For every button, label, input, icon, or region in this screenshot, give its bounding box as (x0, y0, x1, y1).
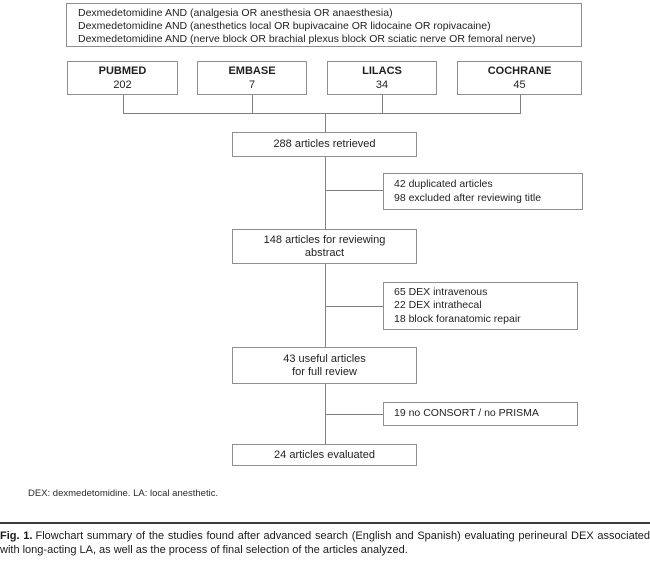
connector-embase-stub (252, 95, 253, 113)
excluded-after-title-box (383, 173, 583, 210)
caption-rule (0, 522, 650, 524)
database-count: 45 (513, 79, 526, 91)
articles-retrieved-box (232, 132, 417, 157)
database-name: PUBMED (98, 65, 147, 77)
excluded-no-consort-box (383, 402, 578, 426)
connector-pubmed-stub (123, 95, 124, 113)
excluded-title-line-2: 98 excluded after reviewing title (394, 191, 542, 204)
search-terms-box (66, 3, 582, 47)
database-box-pubmed (67, 61, 178, 95)
search-term-line-1: Dexmedetomidine AND (analgesia OR anesthesia OR anaesthesia) (78, 7, 393, 19)
review-abstract-box (232, 229, 417, 264)
database-box-embase (197, 61, 307, 95)
connector-branch-excluded-full (325, 414, 383, 415)
connector-collector-line (123, 113, 521, 114)
review-abstract-line-2: abstract (304, 246, 345, 259)
database-name: EMBASE (228, 65, 276, 77)
full-review-line-2: for full review (292, 365, 357, 378)
database-count: 7 (248, 79, 256, 91)
articles-retrieved-text: 288 articles retrieved (273, 138, 376, 150)
excluded-full-line-1: 19 no CONSORT / no PRISMA (394, 407, 539, 420)
search-term-line-2: Dexmedetomidine AND (anesthetics local OR bupivacaine OR lidocaine OR ropivacaine) (78, 20, 491, 32)
database-name: LILACS (362, 65, 402, 77)
connector-retrieved-to-abstract (325, 157, 326, 229)
full-review-line-1: 43 useful articles (283, 352, 366, 365)
caption-label: Fig. 1. (0, 530, 33, 542)
database-count: 34 (375, 79, 389, 91)
connector-center-stub (325, 113, 326, 132)
excluded-abstract-line-1: 65 DEX intravenous (394, 285, 488, 298)
connector-cochrane-stub (520, 95, 521, 113)
database-name: COCHRANE (487, 65, 552, 77)
articles-evaluated-box (232, 444, 417, 466)
figure-caption (0, 530, 650, 557)
articles-evaluated-text: 24 articles evaluated (274, 448, 375, 461)
connector-branch-excluded-title (325, 190, 383, 191)
review-abstract-line-1: 148 articles for reviewing (263, 233, 386, 246)
database-count: 202 (113, 79, 132, 91)
database-box-cochrane (457, 61, 582, 95)
excluded-title-line-1: 42 duplicated articles (394, 178, 493, 190)
database-box-lilacs (327, 61, 437, 95)
excluded-abstract-line-2: 22 DEX intrathecal (394, 299, 482, 312)
full-review-box (232, 347, 417, 384)
connector-branch-excluded-abstract (325, 306, 383, 307)
caption-text: Flowchart summary of the studies found after advanced search (English and Spanish) evaluating perineural DEX associated with long-acting LA, as well as the process of final selection of the articles analyzed. (0, 530, 650, 556)
search-term-line-3: Dexmedetomidine AND (nerve block OR brachial plexus block OR sciatic nerve OR femoral nerve) (78, 33, 536, 45)
connector-lilacs-stub (382, 95, 383, 113)
excluded-abstract-line-3: 18 block foranatomic repair (394, 312, 521, 325)
excluded-after-abstract-box (383, 282, 578, 330)
abbreviation-footnote: DEX: dexmedetomidine. LA: local anesthetic. (28, 488, 219, 499)
